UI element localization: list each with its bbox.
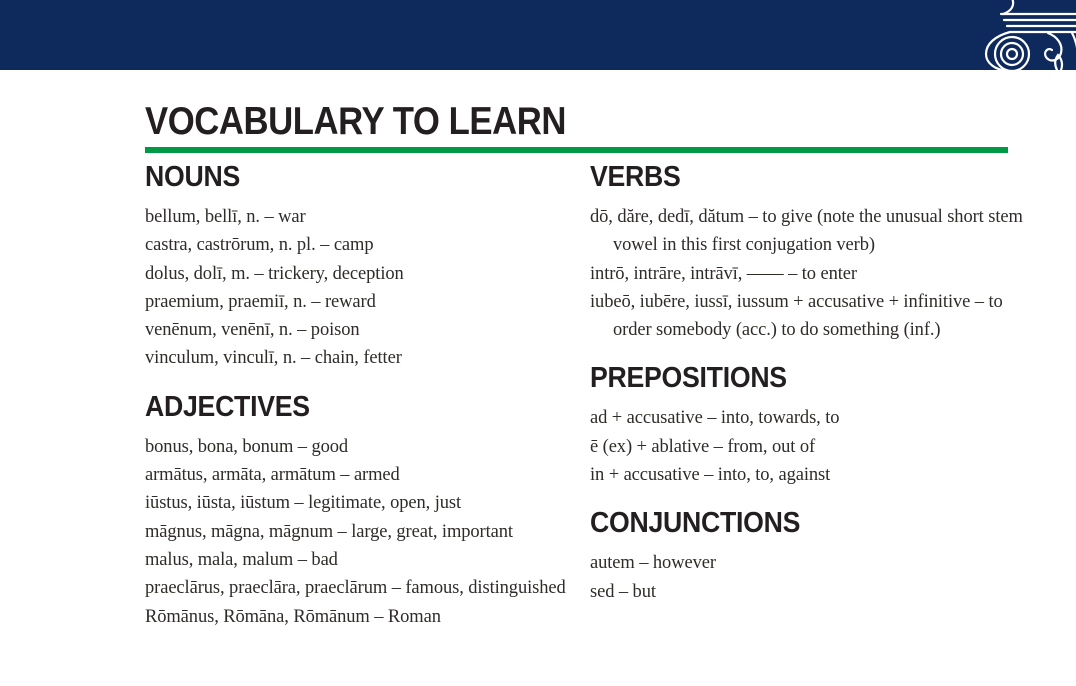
vocab-entry: bellum, bellī, n. – war [145, 207, 306, 227]
title-underline [145, 147, 1008, 153]
content-area [145, 100, 1040, 631]
vocab-entry: castra, castrōrum, n. pl. – camp [145, 235, 374, 256]
vocab-entry: ē (ex) + ablative – from, out of [590, 436, 816, 457]
vocab-entry: praeclārus, praeclāra, praeclārum – famous, distinguished [145, 578, 566, 599]
vocab-entry: dolus, dolī, m. – trickery, deception [145, 263, 404, 284]
vocab-entry: armātus, armāta, armātum – armed [145, 465, 400, 486]
vocab-entry: iubeō, iubēre, iussī, iussum + accusative + infinitive – to order somebody (acc.) to do something (inf.) [590, 291, 1003, 341]
two-column-layout [145, 161, 1040, 631]
ionic-capital-icon [976, 0, 1076, 70]
vocab-entry: ad + accusative – into, towards, to [590, 408, 840, 429]
section-verbs [590, 161, 1035, 344]
vocab-entry: in + accusative – into, to, against [590, 465, 831, 486]
vocab-entry: bonus, bona, bonum – good [145, 436, 349, 457]
vocab-entry: Rōmānus, Rōmāna, Rōmānum – Roman [145, 606, 441, 627]
section-heading-nouns: NOUNS [145, 161, 240, 193]
vocab-entry: māgnus, māgna, māgnum – large, great, important [145, 521, 513, 542]
section-heading-prepositions: PREPOSITIONS [590, 362, 787, 395]
section-conjunctions [590, 507, 1035, 606]
vocab-entry: venēnum, venēnī, n. – poison [145, 320, 360, 341]
vocab-entry: dō, dăre, dedī, dătum – to give (note the unusual short stem vowel in this first conjugation verb) [590, 207, 1023, 256]
vocab-entry: intrō, intrāre, intrāvī, —— – to enter [590, 263, 857, 284]
section-adjectives [145, 391, 590, 631]
page-title: VOCABULARY TO LEARN [145, 100, 566, 143]
header-bar [0, 0, 1076, 70]
vocab-entry: sed – but [590, 581, 656, 602]
section-heading-adjectives: ADJECTIVES [145, 390, 310, 423]
right-column [590, 161, 1035, 631]
vocab-entry: autem – however [590, 553, 716, 574]
vocab-entry: vinculum, vinculī, n. – chain, fetter [145, 348, 402, 369]
section-heading-verbs: VERBS [590, 161, 681, 193]
left-column [145, 161, 590, 631]
vocab-entry: iūstus, iūsta, iūstum – legitimate, open, just [145, 493, 462, 514]
vocab-entry: malus, mala, malum – bad [145, 549, 338, 570]
section-heading-conjunctions: CONJUNCTIONS [590, 507, 801, 540]
section-prepositions [590, 362, 1035, 489]
section-nouns [145, 161, 590, 373]
vocab-entry: praemium, praemiī, n. – reward [145, 291, 376, 312]
